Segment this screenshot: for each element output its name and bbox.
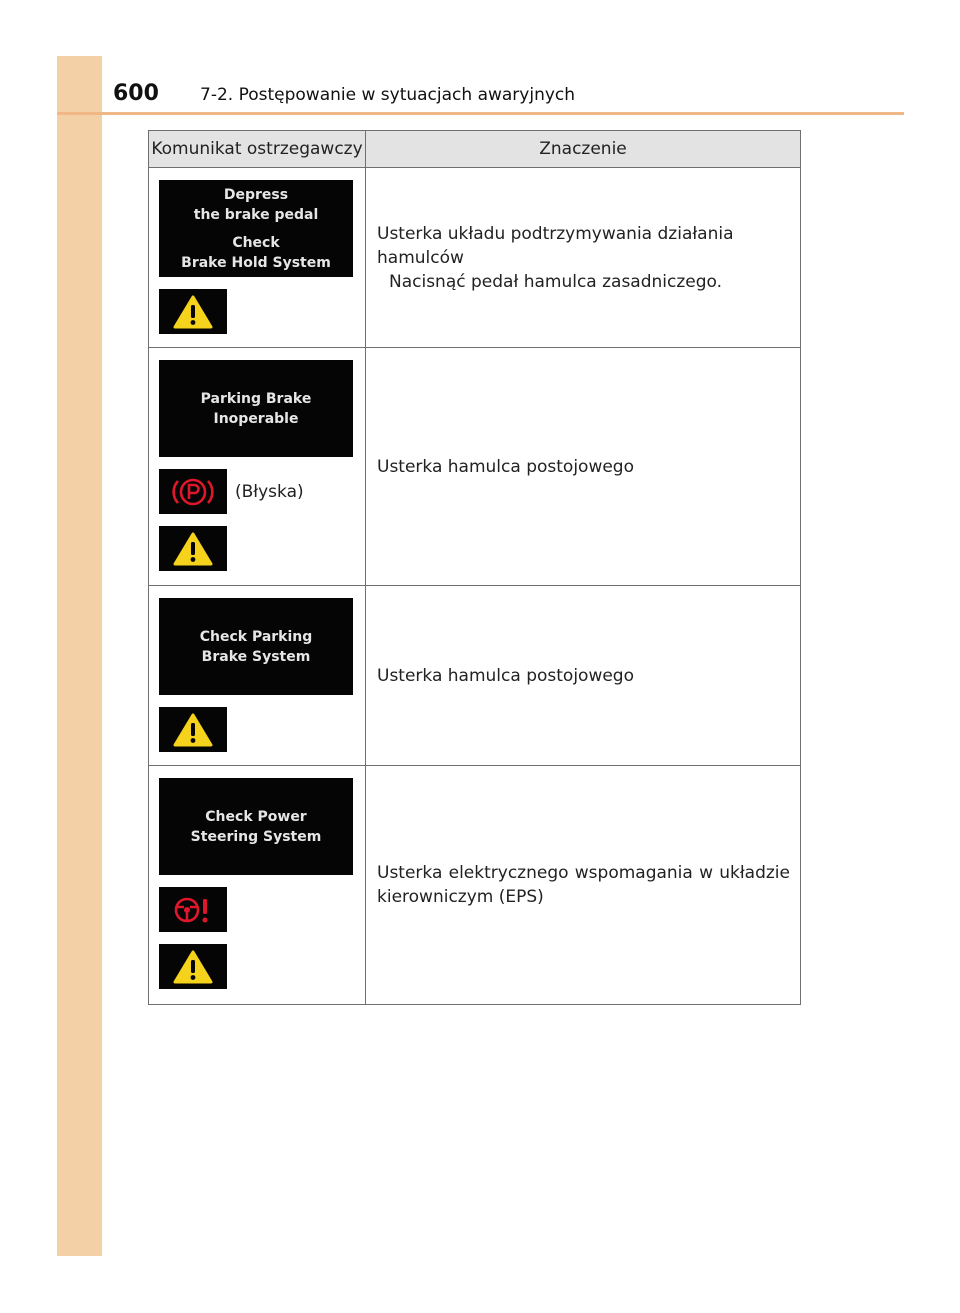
meaning-cell	[366, 766, 801, 1005]
table-row	[149, 168, 801, 348]
meaning-cell	[366, 586, 801, 766]
table-row	[149, 586, 801, 766]
header-rule	[57, 112, 904, 115]
screen-line: Depress	[223, 186, 289, 203]
message-cell	[149, 766, 366, 1005]
power-steering-warning-icon	[159, 887, 227, 932]
message-cell	[149, 348, 366, 586]
message-display-screen	[159, 360, 353, 457]
screen-line: Brake Hold System	[181, 254, 331, 271]
parking-brake-icon	[159, 469, 227, 514]
message-display-screen	[159, 778, 353, 875]
screen-line: Parking Brake	[200, 390, 312, 407]
column-header-message: Komunikat ostrzegawczy	[149, 131, 366, 168]
table-row	[149, 348, 801, 586]
flashing-caption: (Błyska)	[235, 481, 304, 502]
message-cell	[149, 168, 366, 348]
screen-line: Steering System	[190, 828, 322, 845]
column-header-meaning: Znaczenie	[366, 131, 801, 168]
master-warning-triangle-icon	[159, 944, 227, 989]
side-color-strip	[57, 56, 102, 1256]
meaning-cell	[366, 348, 801, 586]
section-title: 7-2. Postępowanie w sytuacjach awaryjnych	[200, 85, 576, 105]
message-display-screen	[159, 180, 353, 277]
screen-line: Check	[232, 234, 280, 251]
meaning-text: Usterka hamulca postojowego	[377, 665, 634, 686]
screen-line: Inoperable	[213, 410, 299, 427]
warning-messages-table	[148, 130, 801, 1005]
screen-line: Brake System	[201, 648, 311, 665]
table-header-row	[149, 131, 801, 168]
screen-line: Check Power	[205, 808, 307, 825]
screen-line: the brake pedal	[193, 206, 319, 223]
master-warning-triangle-icon	[159, 289, 227, 334]
master-warning-triangle-icon	[159, 526, 227, 571]
master-warning-triangle-icon	[159, 707, 227, 752]
meaning-text: Usterka elektrycznego wspomagania w układzie kierowniczym (EPS)	[377, 863, 790, 907]
meaning-text: Usterka układu podtrzymywania działania hamulców	[377, 223, 734, 268]
screen-line: Check Parking	[199, 628, 313, 645]
message-display-screen	[159, 598, 353, 695]
message-cell	[149, 586, 366, 766]
meaning-text: Usterka hamulca postojowego	[377, 456, 634, 477]
table-row	[149, 766, 801, 1005]
meaning-instruction: Nacisnąć pedał hamulca zasadniczego.	[389, 271, 723, 292]
meaning-cell	[366, 168, 801, 348]
page-number: 600	[113, 81, 159, 106]
